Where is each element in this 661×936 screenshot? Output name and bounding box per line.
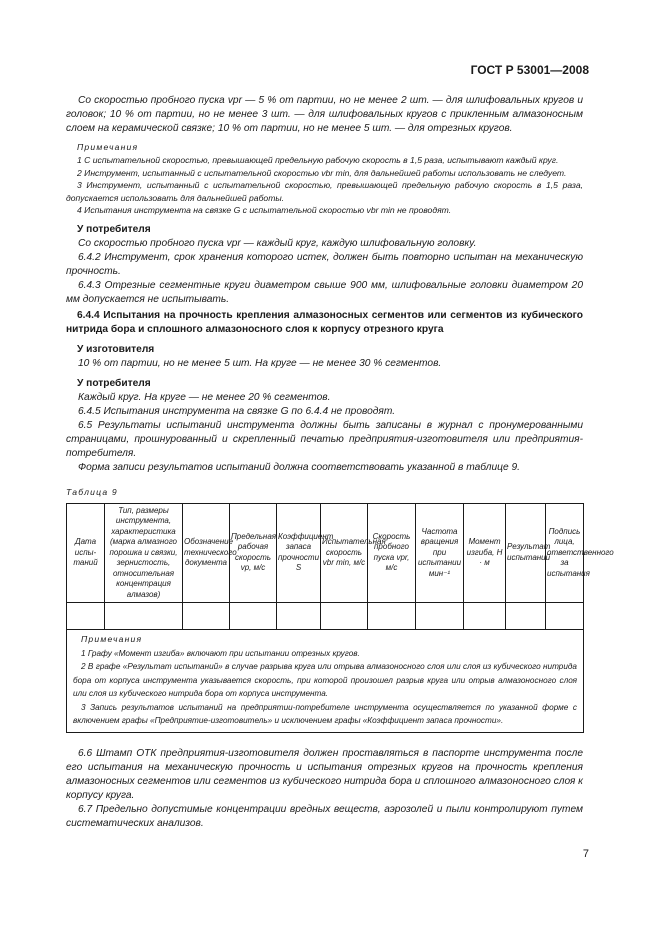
table-notes-title: Примечания (81, 634, 143, 644)
paragraph-6-7: 6.7 Предельно допустимые концентрации вредных веществ, аэрозолей и пыли контролируют путем систематических анализов. (66, 803, 583, 829)
table-caption: Таблица 9 (66, 486, 118, 497)
consumer-text: Со скоростью пробного пуска vpr — каждый круг, каждую шлифовальную головку. (78, 237, 477, 249)
col-working-speed: Предельная рабочая скорость vр, м/с (230, 503, 277, 603)
table-notes-row (67, 630, 584, 733)
note-3: 3 Инструмент, испытанный с испытательной скоростью, превышающей предельную рабочую скорость в 1,5 раза, допускается использовать для дальнейшей работы. (66, 180, 583, 203)
table-note-3: 3 Запись результатов испытаний на предприятии-потребителе инструмента осуществляется по указанной форме с включением графы «Предприятие-изготовитель» и исключением графы «Коэффициент запаса прочности». (73, 702, 577, 725)
empty-cell (183, 603, 230, 630)
paragraph-6-4-5: 6.4.5 Испытания инструмента на связке G по 6.4.4 не проводят. (78, 405, 396, 417)
table-header-row (67, 503, 584, 603)
paragraph-6-6: 6.6 Штамп ОТК предприятия-изготовителя должен проставляться в паспорте инструмента после его испытания на механическую прочность и испытания отрезных кругов на прочность крепления алмазоносных сегментов или сегментов из кубического нитрида бора и сплошного алмазоносного слоя к корпусу круга. (66, 747, 583, 801)
paragraph-6-5-form: Форма записи результатов испытаний должна соответствовать указанной в таблице 9. (78, 461, 520, 473)
empty-cell (230, 603, 277, 630)
note-1: 1 С испытательной скоростью, превышающей предельную рабочую скорость в 1,5 раза, испытывают каждый круг. (77, 155, 559, 165)
consumer-heading-2: У потребителя (77, 377, 151, 389)
col-date: Дата испы-таний (67, 503, 105, 603)
empty-cell (416, 603, 464, 630)
empty-cell (506, 603, 546, 630)
table-note-1: 1 Графу «Момент изгиба» включают при испытании отрезных кругов. (81, 648, 360, 658)
note-2: 2 Инструмент, испытанный с испытательной скоростью vbr min, для дальнейшей работы использовать не следует. (77, 167, 567, 178)
paragraph-test-speed: Со скоростью пробного пуска vpr — 5 % от партии, но не менее 2 шт. — для шлифовальных кругов и головок; 10 % от партии, но не менее 3 шт. — для шлифовальных кругов с прикленным алмазоносным слоем на керамической связке; 10 % от партии, но не менее 5 шт. — для отрезных кругов. (66, 95, 583, 134)
col-result: Результат испытаний (506, 503, 546, 603)
consumer-heading: У потребителя (77, 223, 151, 235)
test-results-table (66, 503, 614, 733)
col-rotation: Частота вращения при испытании мин⁻¹ (416, 503, 464, 603)
empty-cell (67, 603, 105, 630)
document-header: ГОСТ Р 53001—2008 (470, 63, 589, 77)
col-signature: Подпись лица, ответственного за испытания (546, 503, 584, 603)
note-4: 4 Испытания инструмента на связке G с испытательной скоростью vbr min не проводят. (77, 205, 452, 215)
notes-title: Примечания (77, 142, 139, 152)
empty-cell (321, 603, 368, 630)
col-document: Обозначение технического документа (183, 503, 230, 603)
table-note-2: 2 В графе «Результат испытаний» в случае разрыва круга или отрыва алмазоносного слоя или слоя из кубического нитрида бора от корпуса инструмента указывается скорость, при которой произошел разрыв круга или отрыв алмазоносного слоя или слоя из кубического нитрида бора от корпуса инструмента. (73, 662, 577, 698)
empty-cell (277, 603, 321, 630)
maker-heading: У изготовителя (77, 343, 155, 355)
paragraph-6-4-2: 6.4.2 Инструмент, срок хранения которого истек, должен быть повторно испытан на механическую прочность. (66, 251, 583, 277)
col-bending-moment: Момент изгиба, Н · м (464, 503, 506, 603)
table-row (67, 603, 584, 630)
col-tool-type: Тип, размеры инструмента, характеристика (марка алмазного порошка и связки, зернистость, относительная концентрация алмазов) (105, 503, 183, 603)
empty-cell (546, 603, 584, 630)
maker-text: 10 % от партии, но не менее 5 шт. На круге — не менее 30 % сегментов. (78, 357, 442, 369)
empty-cell (105, 603, 183, 630)
paragraph-6-4-3: 6.4.3 Отрезные сегментные круги диаметром свыше 900 мм, шлифовальные головки диаметром 20 мм допускается не испытывать. (66, 279, 583, 305)
page-number: 7 (582, 848, 589, 860)
col-safety-factor: Коэффициент запаса прочности S (277, 503, 321, 603)
consumer-text-2: Каждый круг. На круге — не менее 20 % сегментов. (78, 391, 331, 403)
page-content (66, 94, 614, 831)
empty-cell (464, 603, 506, 630)
col-trial-speed: Скорость пробного пуска vpr, м/с (368, 503, 416, 603)
paragraph-6-4-4: 6.4.4 Испытания на прочность крепления алмазоносных сегментов или сегментов из кубического нитрида бора и сплошного алмазоносного слоя к корпусу отрезного круга (66, 309, 583, 335)
col-test-speed: Испытательная скорость vbr min, м/с (321, 503, 368, 603)
table-notes-cell (67, 630, 584, 733)
empty-cell (368, 603, 416, 630)
paragraph-6-5: 6.5 Результаты испытаний инструмента должны быть записаны в журнал с пронумерованными страницами, прошнурованный и скрепленный печатью предприятия-изготовителя или предприятия-потребителя. (66, 419, 583, 459)
